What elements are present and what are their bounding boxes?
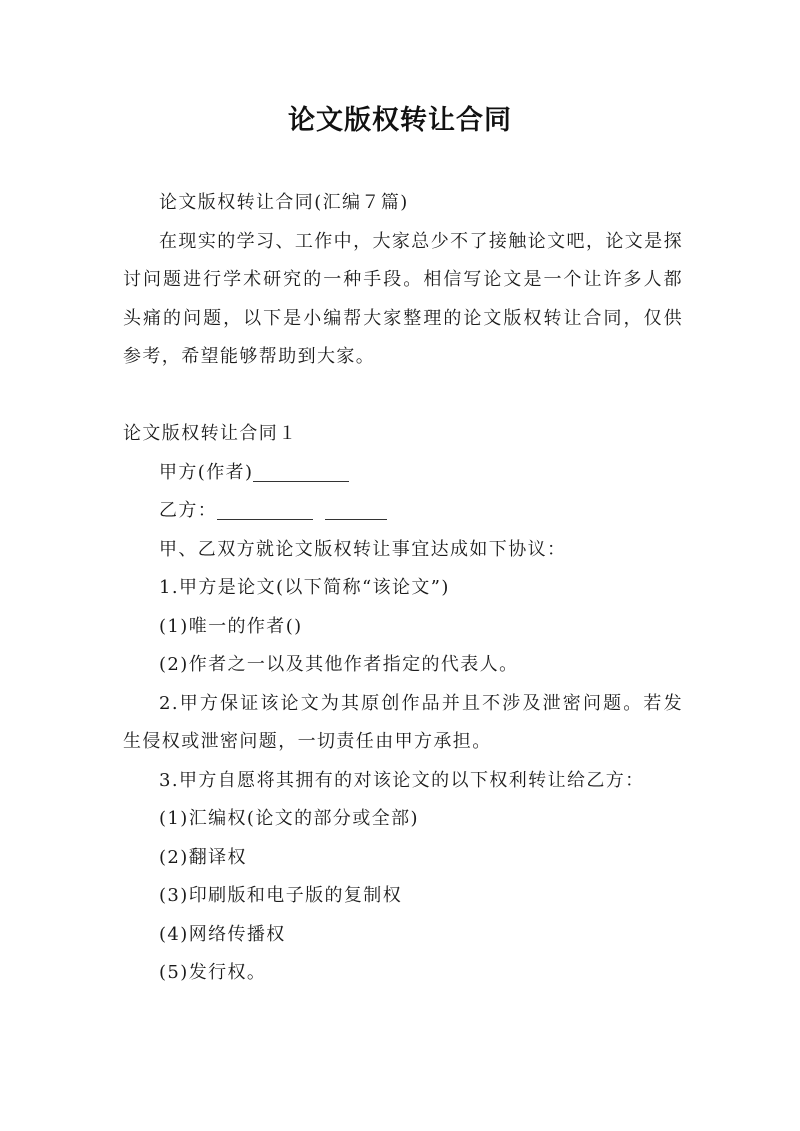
clause-1-item-2: (2)作者之一以及其他作者指定的代表人。 [159,654,519,675]
document-title: 论文版权转让合同 [288,105,512,136]
section-heading: 论文版权转让合同１ [123,423,298,444]
clause-1-item-1: (1)唯一的作者() [159,615,303,637]
party-a-label: 甲方(作者) [159,461,254,483]
party-a-blank [253,463,349,482]
party-b-line [123,492,683,531]
blank-line [123,377,683,416]
party-b-label: 乙方： [159,500,218,521]
right-item: (5)发行权。 [159,962,267,983]
right-item: (2)翻译权 [159,846,247,868]
clause-3: 3.甲方自愿将其拥有的对该论文的以下权利转让给乙方： [159,769,645,791]
right-item: (3)印刷版和电子版的复制权 [159,885,403,906]
intro-heading: 论文版权转让合同(汇编７篇) [159,192,409,213]
party-b-blank-1 [217,501,313,520]
document-body [123,184,683,993]
right-item: (4)网络传播权 [159,923,286,945]
clause-1: 1.甲方是论文(以下简称“该论文”) [159,577,450,598]
party-b-blank-2 [325,501,387,520]
clause-2: 2.甲方保证该论文为其原创作品并且不涉及泄密问题。若发生侵权或泄密问题，一切责任由甲方承担。 [123,692,683,752]
agreement-line: 甲、乙双方就论文版权转让事宜达成如下协议： [159,538,567,560]
right-item: (1)汇编权(论文的部分或全部) [159,808,419,829]
intro-paragraph: 在现实的学习、工作中，大家总少不了接触论文吧，论文是探讨问题进行学术研究的一种手段。相信写论文是一个让许多人都头痛的问题，以下是小编帮大家整理的论文版权转让合同，仅供参考，希望能够帮助到大家。 [123,230,683,367]
party-a-line [123,454,683,493]
